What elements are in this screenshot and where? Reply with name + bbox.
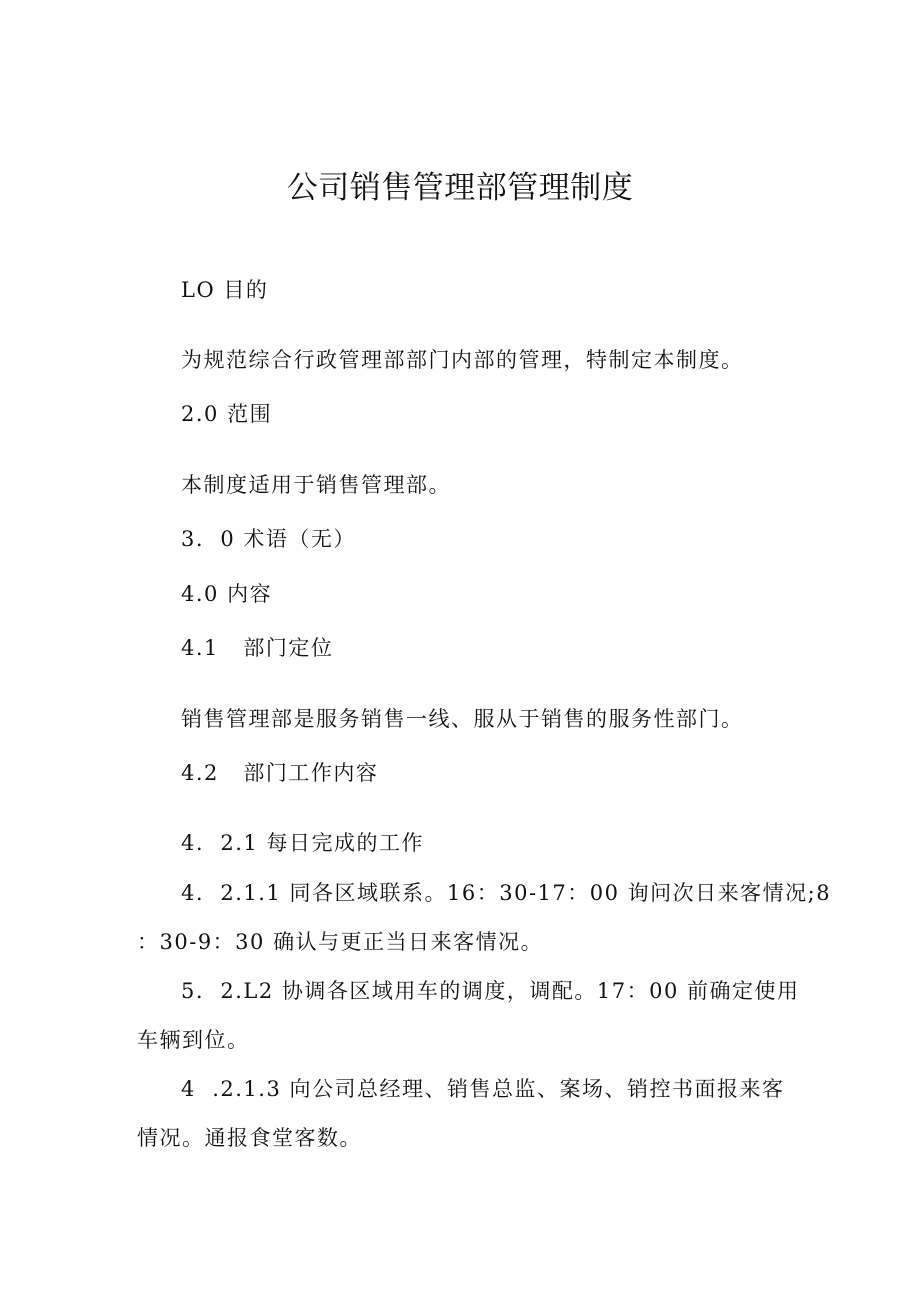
section-heading-terms: 3. 0 术语（无） (181, 527, 356, 551)
section-heading-purpose: LO 目的 (181, 278, 269, 302)
paragraph-scope: 本制度适用于销售管理部。 (181, 473, 451, 497)
subsection-heading-daily-work: 4. 2.1 每日完成的工作 (181, 831, 424, 855)
subsection-heading-positioning: 4.1 部门定位 (181, 636, 334, 660)
section-heading-scope: 2.0 范围 (181, 402, 273, 426)
list-item-continuation: ：30-9：30 确认与更正当日来客情况。 (137, 930, 544, 954)
subsection-heading-work-content: 4.2 部门工作内容 (181, 761, 379, 785)
section-heading-content: 4.0 内容 (181, 582, 273, 606)
list-item-continuation: 车辆到位。 (137, 1028, 250, 1052)
page-title: 公司销售管理部管理制度 (286, 170, 634, 206)
list-item-line: 5. 2.L2 协调各区域用车的调度，调配。17：00 前确定使用 (181, 979, 800, 1003)
paragraph-positioning: 销售管理部是服务销售一线、服从于销售的服务性部门。 (181, 707, 744, 731)
list-item-continuation: 情况。通报食堂客数。 (137, 1126, 362, 1150)
list-item-line: 4. 2.1.1 同各区域联系。16：30-17：00 询问次日来客情况;8 (181, 881, 832, 905)
paragraph-purpose: 为规范综合行政管理部部门内部的管理，特制定本制度。 (181, 348, 744, 372)
list-item-line: 4 .2.1.3 向公司总经理、销售总监、案场、销控书面报来客 (181, 1077, 785, 1101)
